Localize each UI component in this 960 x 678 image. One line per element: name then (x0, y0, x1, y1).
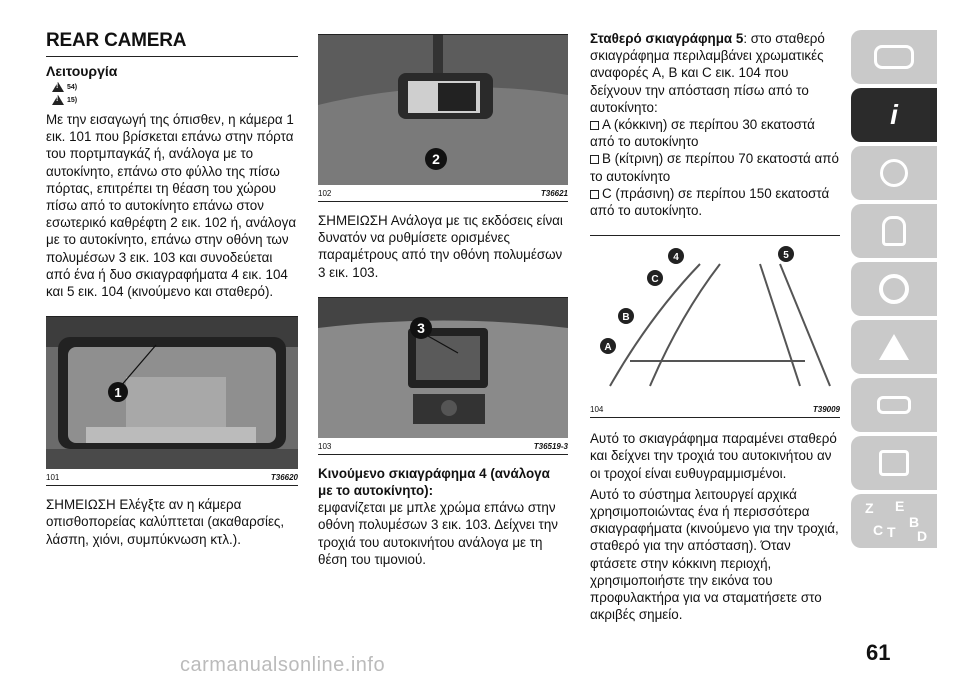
subtitle: Λειτουργία (46, 63, 118, 79)
distance-item-a: A (κόκκινη) σε περίπου 30 εκατοστά από το αυτοκίνητο (590, 117, 815, 150)
car-service-icon (879, 450, 909, 476)
column-3 (590, 30, 840, 623)
warning-ref-1: ! 54) (52, 82, 298, 92)
checkbox-icon (590, 155, 599, 164)
intro-paragraph: Με την εισαγωγή της όπισθεν, η κάμερα 1 εικ. 101 που βρίσκεται επάνω στην πόρτα του πορτμπαγκάζ ή, ανάλογα με το αυτοκίνητο, επάνω στο φύλλο της πίσω πόρτας, επιτρέπει τη θέαση του χώρου πίσω από το αυτοκίνητο επάνω στον εσωτερικό καθρέφτη 2 εικ. 102 ή, ανάλογα με το αυτοκίνητο, επάνω στην οθόνη των πολυμέσων 3 εικ. 103 και συνοδεύεται από ένα ή δυο σκιαγραφήματα 4 εικ. 104 και 5 εικ. 104 (κινούμενο και σταθερό). (46, 112, 297, 300)
fixed-overlay-text: Αυτό το σκιαγράφημα παραμένει σταθερό και δείχνει την τροχιά του αυτοκινήτου αν οι τροχοί είναι ευθυγραμμισμένοι. (590, 431, 837, 481)
label-4: 4 (673, 252, 679, 264)
moving-overlay-heading: Κινούμενο σκιαγράφημα 4 (ανάλογα με το αυτοκίνητο): (318, 465, 550, 499)
seat-airbag-icon (882, 216, 906, 246)
figure-103 (318, 297, 568, 455)
warning-triangle-icon (52, 82, 64, 92)
note-clean-camera: ΣΗΜΕΙΩΣΗ Ελέγξτε αν η κάμερα οπισθοπορείας καλύπτεται (ακαθαρσίες, λάσπη, χιόνι, συμπύκνωση κτλ.). (46, 497, 285, 547)
column-1 (46, 30, 298, 548)
chapter-tabs (851, 30, 937, 552)
tab-lights[interactable] (851, 146, 937, 200)
figure-caption: 104 T39009 (590, 405, 840, 418)
section-title: REAR CAMERA (46, 30, 298, 57)
car-info-icon: i (890, 99, 898, 130)
rear-door-photo (46, 317, 298, 469)
system-text: Αυτό το σύστημα λειτουργεί αρχικά χρησιμοποιώντας ένα ή περισσότερα σκιαγραφήματα (κινούμενο για την τροχιά, σταθερό για την απόσταση). Όταν φτάσετε στην κόκκινη περιοχή, χρησιμοποιήστε την εικόνα του προφυλακτήρα για να σταματήσετε στο ακριβές σημείο. (590, 486, 839, 623)
tab-car-info[interactable] (851, 88, 937, 142)
label-a: A (604, 342, 612, 354)
weather-lights-icon (880, 159, 908, 187)
warning-triangle-icon (52, 95, 64, 105)
warning-ref-2: ! 15) (52, 95, 298, 105)
tab-driving[interactable] (851, 262, 937, 316)
note-settings: ΣΗΜΕΙΩΣΗ Ανάλογα με τις εκδόσεις είναι δυνατόν να ρυθμίσετε ορισμένες παραμέτρους από την οθόνη πολυμέσων 3 εικ. 103. (318, 213, 563, 280)
overlay-diagram (590, 236, 840, 401)
tab-safety[interactable] (851, 204, 937, 258)
mirror-photo (318, 35, 568, 185)
fixed-overlay-intro: Σταθερό σκιαγράφημα 5: στο σταθερό σκιαγράφημα περιλαμβάνει χρωματικές αναφορές A, B και C εικ. 104 που δείχνουν την απόσταση πίσω από το αυτοκίνητο: (590, 31, 825, 115)
car-dashboard-icon (874, 45, 914, 69)
label-b: B (622, 312, 630, 324)
figure-101 (46, 316, 298, 486)
checkbox-icon (590, 121, 599, 130)
wrench-car-icon (877, 396, 911, 414)
page-number: 61 (866, 640, 891, 665)
figure-caption: 103 T36519-3 (318, 442, 568, 455)
label-5: 5 (783, 250, 789, 262)
callout-3: 3 (417, 319, 425, 336)
figure-102 (318, 34, 568, 202)
tab-emergency[interactable] (851, 320, 937, 374)
steering-wheel-icon (879, 274, 909, 304)
watermark: carmanualsonline.info (180, 654, 386, 676)
tab-dashboard[interactable] (851, 30, 937, 84)
index-letters-icon: Z (865, 500, 874, 516)
tab-index[interactable]: Z E C T B D (851, 494, 937, 548)
figure-caption: 101 T36620 (46, 473, 298, 486)
callout-2: 2 (432, 151, 440, 167)
moving-overlay-text: εμφανίζεται με μπλε χρώμα επάνω στην οθόνη πολυμέσων 3 εικ. 103. Δείχνει την τροχιά του αυτοκινήτου ανάλογα με τη θέση του τιμονιού. (318, 500, 558, 567)
tab-technical[interactable] (851, 436, 937, 490)
warning-triangle-icon (879, 334, 909, 360)
column-2 (318, 30, 568, 568)
figure-104 (590, 235, 840, 418)
checkbox-icon (590, 190, 599, 199)
callout-1: 1 (114, 385, 122, 401)
figure-caption: 102 T36621 (318, 189, 568, 202)
distance-item-b: B (κίτρινη) σε περίπου 70 εκατοστά από το αυτοκίνητο (590, 151, 839, 184)
dashboard-photo (318, 298, 568, 438)
label-c: C (651, 274, 659, 286)
tab-maintenance[interactable] (851, 378, 937, 432)
distance-item-c: C (πράσινη) σε περίπου 150 εκατοστά από το αυτοκίνητο. (590, 185, 830, 219)
